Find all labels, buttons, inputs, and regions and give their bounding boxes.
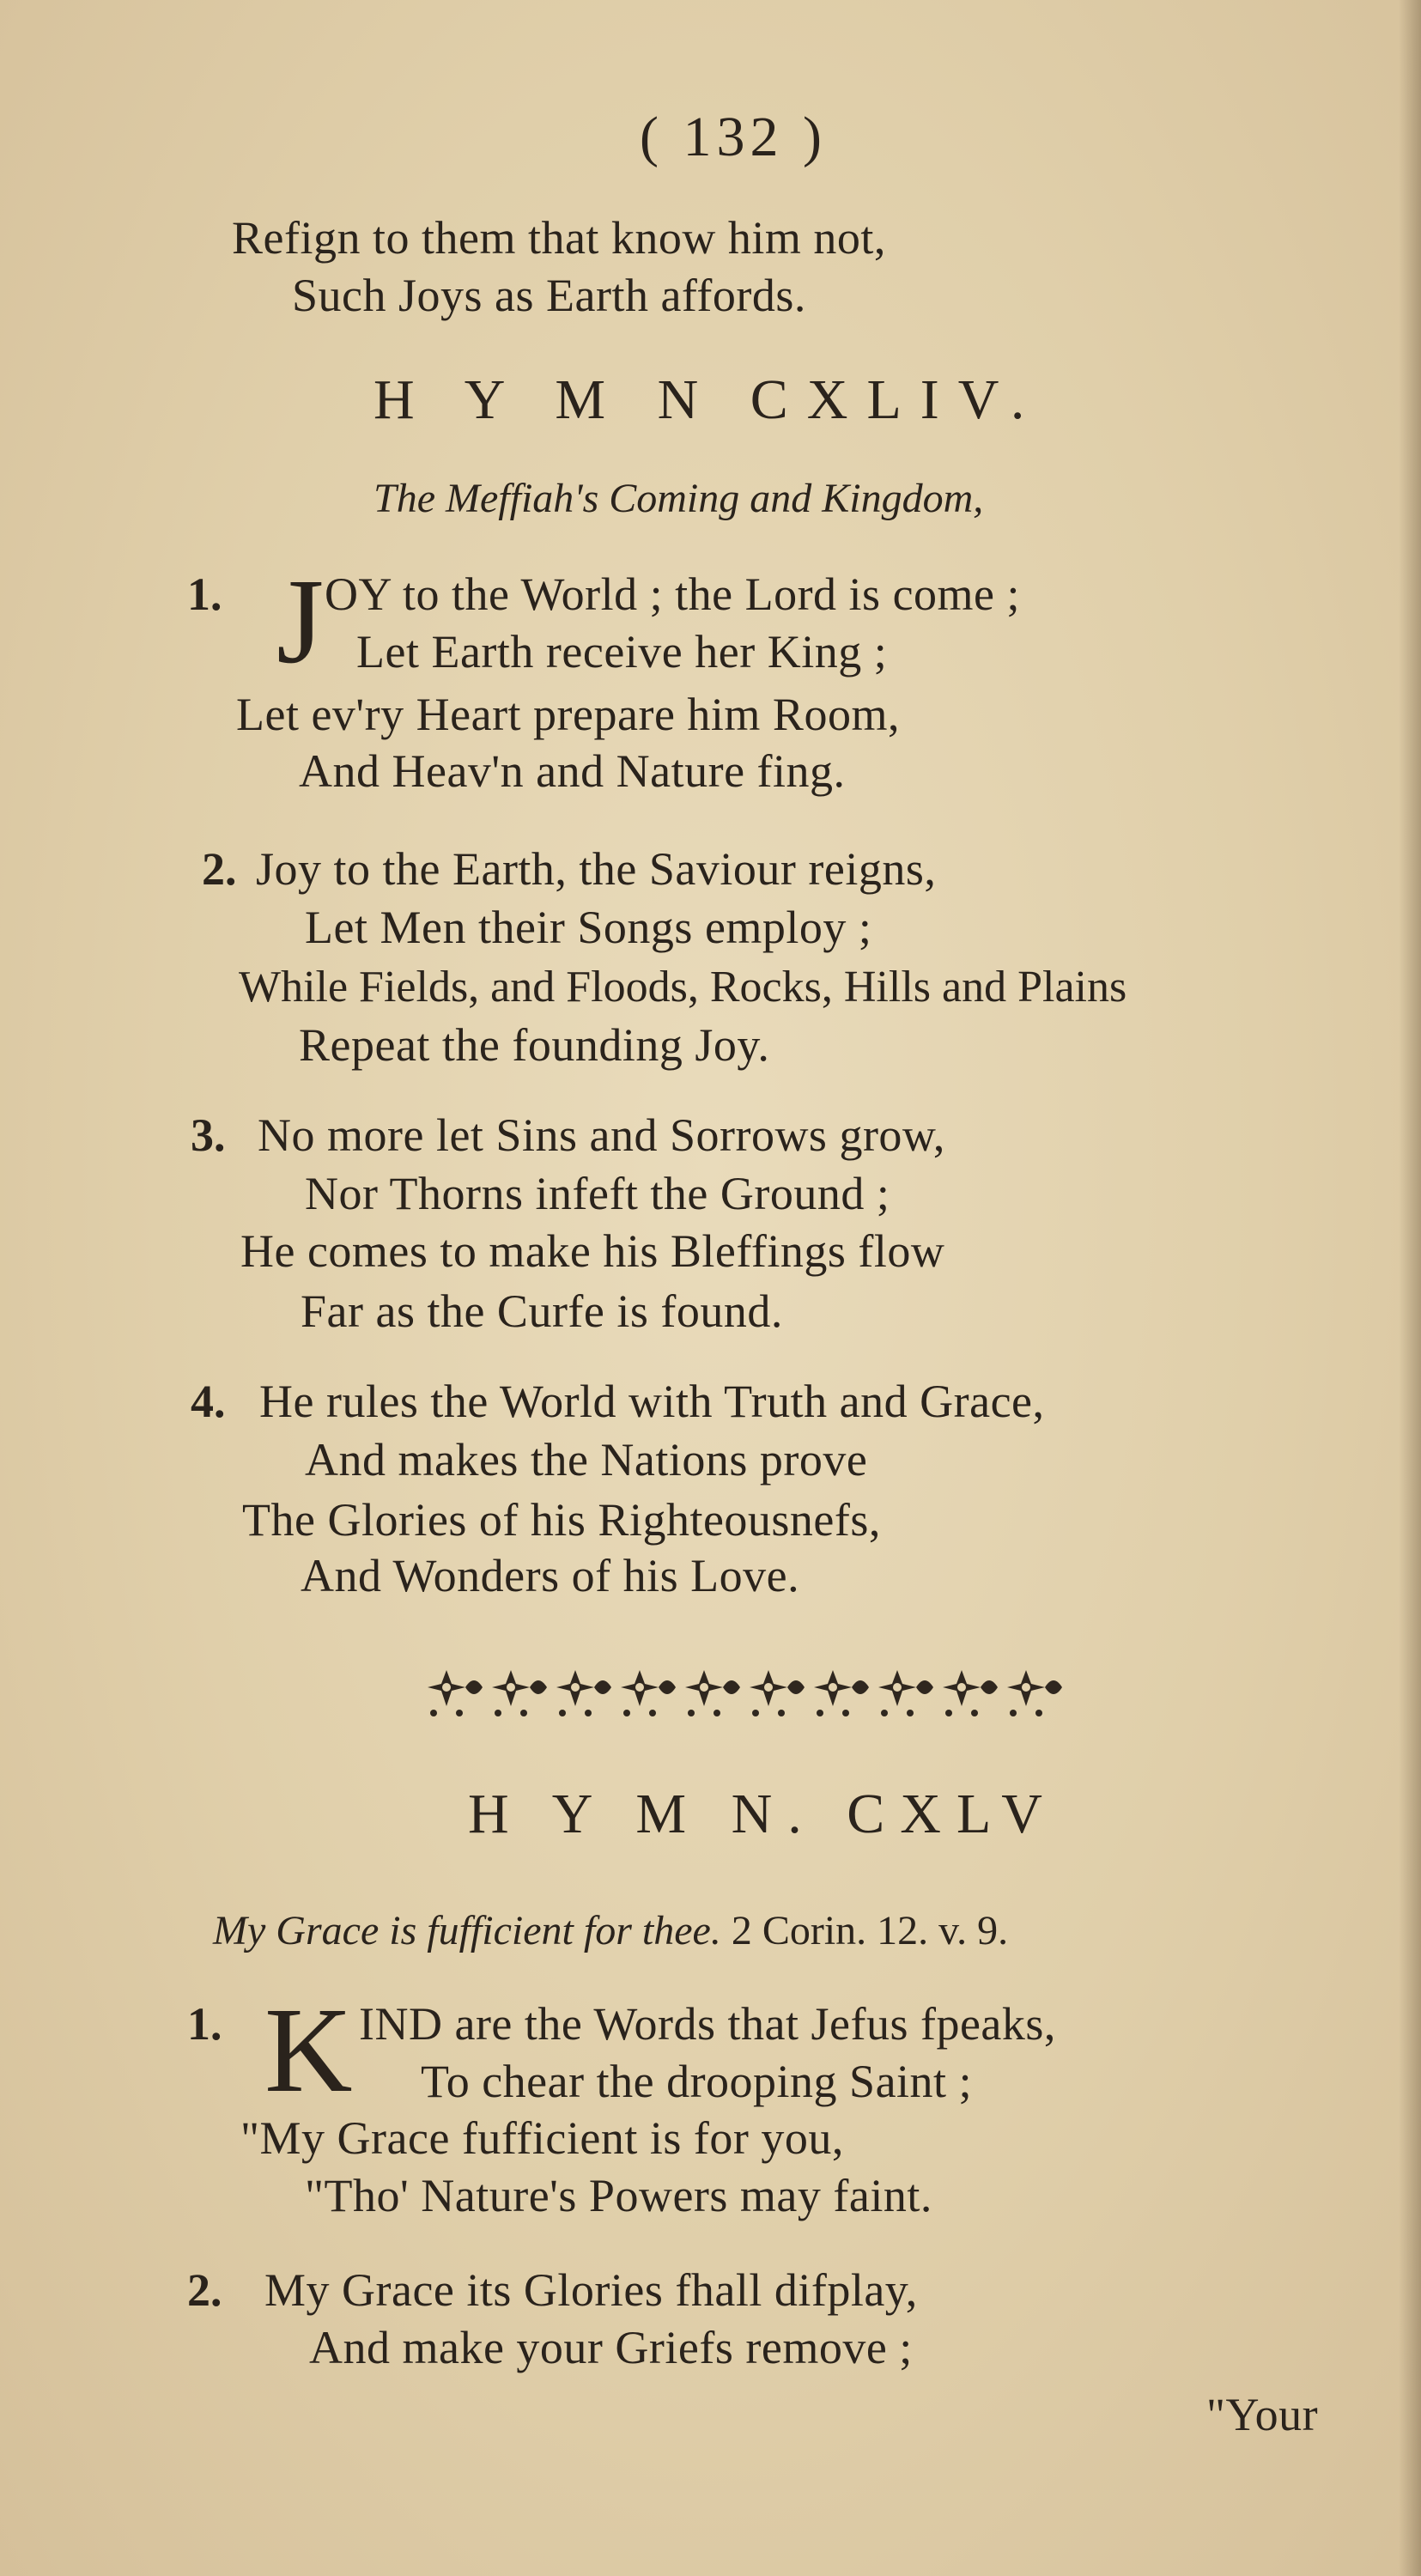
hymn-145-dropcap: K bbox=[264, 1982, 353, 2117]
hymn-144-stanza-1-line-2: Let Earth receive her King ; bbox=[356, 626, 888, 677]
catchword: "Your bbox=[1206, 2389, 1319, 2440]
hymn-144-stanza-1-line-1: OY to the World ; the Lord is come ; bbox=[325, 568, 1021, 620]
hymn-144-stanza-4-line-4: And Wonders of his Love. bbox=[301, 1550, 800, 1601]
hymn-144-stanza-3-line-3: He comes to make his Bleffings flow bbox=[240, 1225, 945, 1277]
hymn-144-stanza-1-line-4: And Heav'n and Nature fing. bbox=[299, 745, 846, 797]
page-number: ( 132 ) bbox=[640, 106, 827, 168]
page-edge-shadow bbox=[1399, 0, 1421, 2576]
hymn-144-stanza-3-number: 3. bbox=[191, 1109, 226, 1161]
hymn-144-stanza-4-number: 4. bbox=[191, 1376, 226, 1427]
hymn-145-stanza-1-line-3: "My Grace fufficient is for you, bbox=[240, 2112, 844, 2164]
hymn-144-stanza-4-line-3: The Glories of his Righteousnefs, bbox=[242, 1494, 881, 1546]
hymn-144-stanza-3-line-2: Nor Thorns infeft the Ground ; bbox=[305, 1168, 890, 1219]
hymn-145-stanza-2-line-2: And make your Griefs remove ; bbox=[309, 2322, 913, 2373]
hymn-145-subtitle-text: My Grace is fufficient for thee. bbox=[213, 1908, 721, 1953]
hymn-144-stanza-2-line-1: Joy to the Earth, the Saviour reigns, bbox=[256, 843, 937, 895]
hymn-144-stanza-3-line-4: Far as the Curfe is found. bbox=[301, 1285, 783, 1337]
hymn-144-stanza-1-line-3: Let ev'ry Heart prepare him Room, bbox=[236, 689, 900, 740]
printers-ornament bbox=[421, 1662, 1185, 1722]
continuation-line-2: Such Joys as Earth affords. bbox=[292, 270, 806, 321]
hymn-144-stanza-2-line-4: Repeat the founding Joy. bbox=[299, 1019, 770, 1071]
continuation-line-1: Refign to them that know him not, bbox=[232, 212, 886, 264]
hymn-145-stanza-2-line-1: My Grace its Glories fhall difplay, bbox=[264, 2264, 918, 2316]
hymn-144-dropcap: J bbox=[276, 553, 325, 689]
hymn-145-subtitle bbox=[213, 1906, 1008, 1956]
hymn-144-stanza-2-line-3: While Fields, and Floods, Rocks, Hills and Plains bbox=[239, 963, 1127, 1012]
hymn-145-stanza-1-line-2: To chear the drooping Saint ; bbox=[421, 2056, 973, 2107]
hymn-145-stanza-2-number: 2. bbox=[187, 2264, 222, 2316]
hymn-144-stanza-1-number: 1. bbox=[187, 568, 222, 620]
hymn-144-subtitle: The Meffiah's Coming and Kingdom, bbox=[373, 476, 984, 521]
hymn-145-scripture-reference: 2 Corin. 12. v. 9. bbox=[731, 1908, 1009, 1953]
hymn-145-stanza-1-line-1: IND are the Words that Jefus fpeaks, bbox=[359, 1998, 1056, 2050]
hymn-145-stanza-1-line-4: "Tho' Nature's Powers may faint. bbox=[305, 2170, 932, 2221]
hymn-144-stanza-3-line-1: No more let Sins and Sorrows grow, bbox=[258, 1109, 945, 1161]
hymn-145-title: H Y M N. CXLV bbox=[468, 1783, 1058, 1845]
hymn-144-stanza-4-line-2: And makes the Nations prove bbox=[305, 1434, 868, 1485]
hymn-144-title: H Y M N CXLIV. bbox=[373, 368, 1044, 431]
hymn-144-stanza-2-number: 2. bbox=[202, 843, 237, 895]
hymn-144-stanza-4-line-1: He rules the World with Truth and Grace, bbox=[259, 1376, 1045, 1427]
hymn-144-stanza-2-line-2: Let Men their Songs employ ; bbox=[305, 902, 872, 953]
hymn-145-stanza-1-number: 1. bbox=[187, 1998, 222, 2050]
